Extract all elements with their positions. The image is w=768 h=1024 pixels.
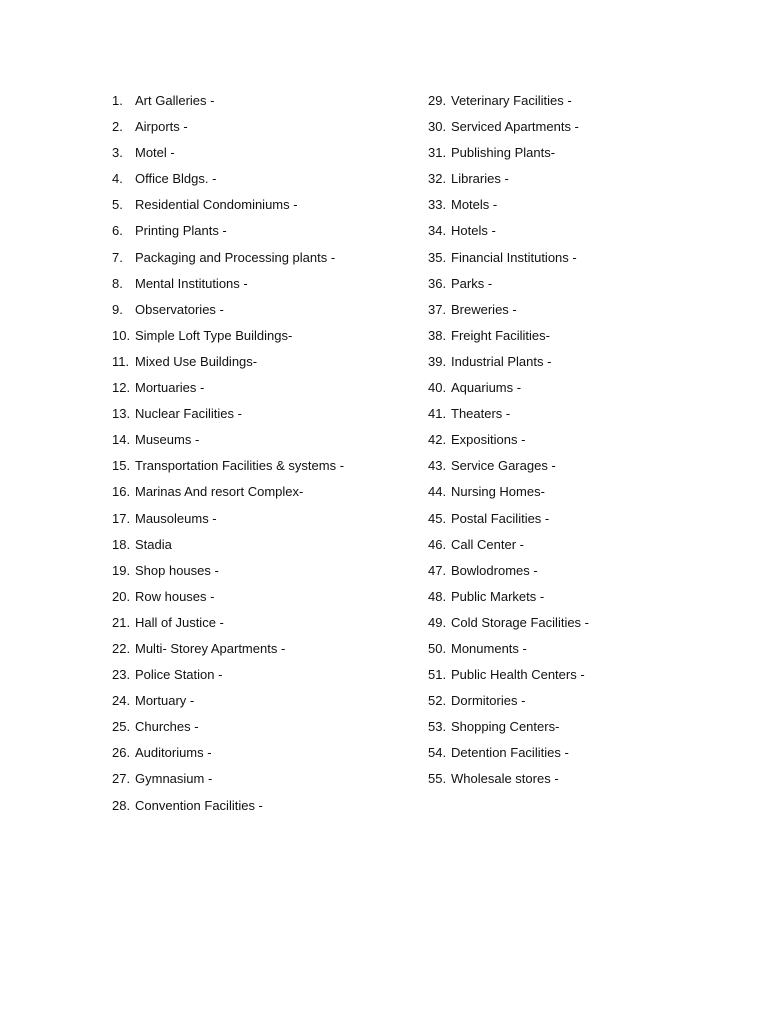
list-item-number: 50. [428, 640, 447, 656]
list-item-label: Observatories - [135, 301, 224, 317]
list-item [112, 664, 412, 690]
list-item-number: 40. [428, 380, 447, 396]
list-item [428, 90, 728, 116]
list-item-number: 30. [428, 119, 447, 135]
list-item [112, 612, 412, 638]
list-item-number: 14. [112, 432, 131, 448]
list-item-label: Monuments - [451, 640, 527, 656]
list-item-label: Postal Facilities - [451, 510, 550, 526]
list-item [428, 325, 728, 351]
list-item-number: 48. [428, 588, 447, 604]
list-item-label: Multi- Storey Apartments - [135, 640, 286, 656]
list-item [112, 142, 412, 168]
list-item-label: Theaters - [451, 406, 511, 422]
list-item-label: Mausoleums - [135, 510, 217, 526]
list-item-label: Call Center - [451, 536, 524, 552]
list-item-number: 27. [112, 771, 131, 787]
list-item-label: Serviced Apartments - [451, 119, 579, 135]
list-item-label: Gymnasium - [135, 771, 213, 787]
list-item-label: Shop houses - [135, 562, 219, 578]
list-item-number: 23. [112, 667, 131, 683]
list-item-label: Mixed Use Buildings- [135, 353, 258, 369]
list-item-number: 54. [428, 745, 447, 761]
list-item [112, 716, 412, 742]
list-item-number: 32. [428, 171, 447, 187]
list-item [112, 508, 412, 534]
list-item-number: 41. [428, 406, 447, 422]
list-item [428, 742, 728, 768]
list-item [112, 273, 412, 299]
list-item-label: Police Station - [135, 667, 223, 683]
list-item-label: Office Bldgs. - [135, 171, 217, 187]
list-item [428, 351, 728, 377]
list-item [112, 560, 412, 586]
list-item-label: Shopping Centers- [451, 719, 560, 735]
list-item-number: 53. [428, 719, 447, 735]
list-item-number: 2. [112, 119, 123, 135]
list-item-number: 26. [112, 745, 131, 761]
list-item-label: Aquariums - [451, 380, 522, 396]
list-item-label: Mortuaries - [135, 380, 205, 396]
list-item [112, 586, 412, 612]
list-item-number: 28. [112, 797, 131, 813]
list-item-number: 11. [112, 353, 130, 369]
list-item-label: Dormitories - [451, 693, 526, 709]
list-item-number: 29. [428, 93, 447, 108]
list-item [428, 299, 728, 325]
list-item-number: 44. [428, 484, 447, 500]
list-item-number: 37. [428, 301, 447, 317]
list-item-label: Expositions - [451, 432, 526, 448]
list-item-number: 6. [112, 223, 123, 239]
list-item-label: Transportation Facilities & systems - [135, 458, 345, 474]
list-item-label: Industrial Plants - [451, 353, 552, 369]
list-item-label: Freight Facilities- [451, 327, 550, 343]
list-item [428, 455, 728, 481]
list-item [112, 403, 412, 429]
list-item [428, 168, 728, 194]
list-item-number: 9. [112, 301, 123, 317]
list-item [428, 116, 728, 142]
list-item [428, 716, 728, 742]
list-item [112, 325, 412, 351]
list-item-label: Nuclear Facilities - [135, 406, 242, 422]
list-item-label: Public Health Centers - [451, 667, 585, 683]
list-item-number: 38. [428, 327, 447, 343]
list-item [428, 560, 728, 586]
list-item-label: Libraries - [451, 171, 509, 187]
list-item-label: Hotels - [451, 223, 496, 239]
list-item-number: 46. [428, 536, 447, 552]
list-item-label: Parks - [451, 275, 493, 291]
list-item-label: Publishing Plants- [451, 145, 556, 161]
list-item-number: 18. [112, 536, 131, 552]
list-item-number: 55. [428, 771, 447, 787]
list-item-label: Financial Institutions - [451, 249, 577, 265]
list-item [112, 481, 412, 507]
list-item-label: Stadia [135, 536, 172, 552]
list-column-right [428, 90, 728, 795]
list-item-label: Wholesale stores - [451, 771, 559, 787]
list-item-label: Detention Facilities - [451, 745, 569, 761]
list-item [428, 768, 728, 794]
list-item-number: 10. [112, 327, 131, 343]
list-item-label: Museums - [135, 432, 200, 448]
list-item [112, 351, 412, 377]
list-item [428, 273, 728, 299]
list-item [428, 377, 728, 403]
list-item-number: 43. [428, 458, 447, 474]
list-item [428, 142, 728, 168]
list-item-number: 52. [428, 693, 447, 709]
list-item [428, 220, 728, 246]
list-item-number: 47. [428, 562, 447, 578]
list-item-number: 25. [112, 719, 131, 735]
list-item-label: Row houses - [135, 588, 215, 604]
list-item-number: 7. [112, 249, 123, 265]
list-item [112, 220, 412, 246]
list-item-number: 15. [112, 458, 131, 474]
list-item-number: 16. [112, 484, 131, 500]
list-item [112, 795, 412, 821]
list-item-number: 3. [112, 145, 123, 161]
list-item-number: 22. [112, 640, 131, 656]
list-item-label: Simple Loft Type Buildings- [135, 327, 293, 343]
list-item-number: 31. [428, 145, 447, 161]
list-item-number: 13. [112, 406, 131, 422]
list-column-left [112, 90, 412, 821]
list-item-label: Art Galleries - [135, 93, 215, 108]
list-item [428, 403, 728, 429]
list-item [112, 247, 412, 273]
list-item-label: Auditoriums - [135, 745, 212, 761]
list-item-label: Mortuary - [135, 693, 195, 709]
list-item [428, 612, 728, 638]
list-item-label: Churches - [135, 719, 199, 735]
list-item-number: 49. [428, 614, 447, 630]
list-item-number: 51. [428, 667, 447, 683]
list-item-label: Public Markets - [451, 588, 545, 604]
list-item-number: 4. [112, 171, 123, 187]
list-item [112, 90, 412, 116]
list-item-number: 17. [112, 510, 131, 526]
list-item [112, 638, 412, 664]
list-item-number: 39. [428, 353, 447, 369]
list-item-number: 45. [428, 510, 447, 526]
list-item-label: Nursing Homes- [451, 484, 545, 500]
list-item-label: Mental Institutions - [135, 275, 248, 291]
list-item-number: 34. [428, 223, 447, 239]
list-item [112, 455, 412, 481]
list-item-number: 20. [112, 588, 131, 604]
list-item [112, 116, 412, 142]
list-item-label: Airports - [135, 119, 188, 135]
list-item [428, 638, 728, 664]
list-item-number: 24. [112, 693, 131, 709]
list-item [112, 742, 412, 768]
list-item-label: Motel - [135, 145, 175, 161]
list-item-number: 35. [428, 249, 447, 265]
list-item [428, 690, 728, 716]
list-item-number: 21. [112, 614, 131, 630]
list-item-label: Service Garages - [451, 458, 556, 474]
list-item [428, 247, 728, 273]
list-item-number: 19. [112, 562, 131, 578]
list-item-label: Printing Plants - [135, 223, 227, 239]
list-item [428, 534, 728, 560]
list-item-label: Convention Facilities - [135, 797, 263, 813]
list-item [428, 664, 728, 690]
list-item [112, 429, 412, 455]
list-item-label: Marinas And resort Complex- [135, 484, 304, 500]
list-item-label: Veterinary Facilities - [451, 93, 572, 108]
list-item-number: 5. [112, 197, 123, 213]
list-item [112, 194, 412, 220]
list-item [428, 508, 728, 534]
list-item [428, 194, 728, 220]
list-item-label: Residential Condominiums - [135, 197, 298, 213]
list-item [428, 429, 728, 455]
list-item [112, 690, 412, 716]
list-item-label: Motels - [451, 197, 498, 213]
list-item-number: 42. [428, 432, 447, 448]
list-item-number: 8. [112, 275, 123, 291]
list-item [112, 377, 412, 403]
list-item-number: 36. [428, 275, 447, 291]
list-item [428, 586, 728, 612]
list-item-label: Cold Storage Facilities - [451, 614, 589, 630]
list-item-number: 12. [112, 380, 131, 396]
list-item [112, 299, 412, 325]
list-item [428, 481, 728, 507]
list-item-label: Bowlodromes - [451, 562, 538, 578]
list-item [112, 534, 412, 560]
list-item-number: 1. [112, 93, 123, 108]
list-item [112, 168, 412, 194]
list-item-label: Packaging and Processing plants - [135, 249, 336, 265]
list-item-label: Hall of Justice - [135, 614, 224, 630]
list-item-label: Breweries - [451, 301, 517, 317]
list-item [112, 768, 412, 794]
list-item-number: 33. [428, 197, 447, 213]
